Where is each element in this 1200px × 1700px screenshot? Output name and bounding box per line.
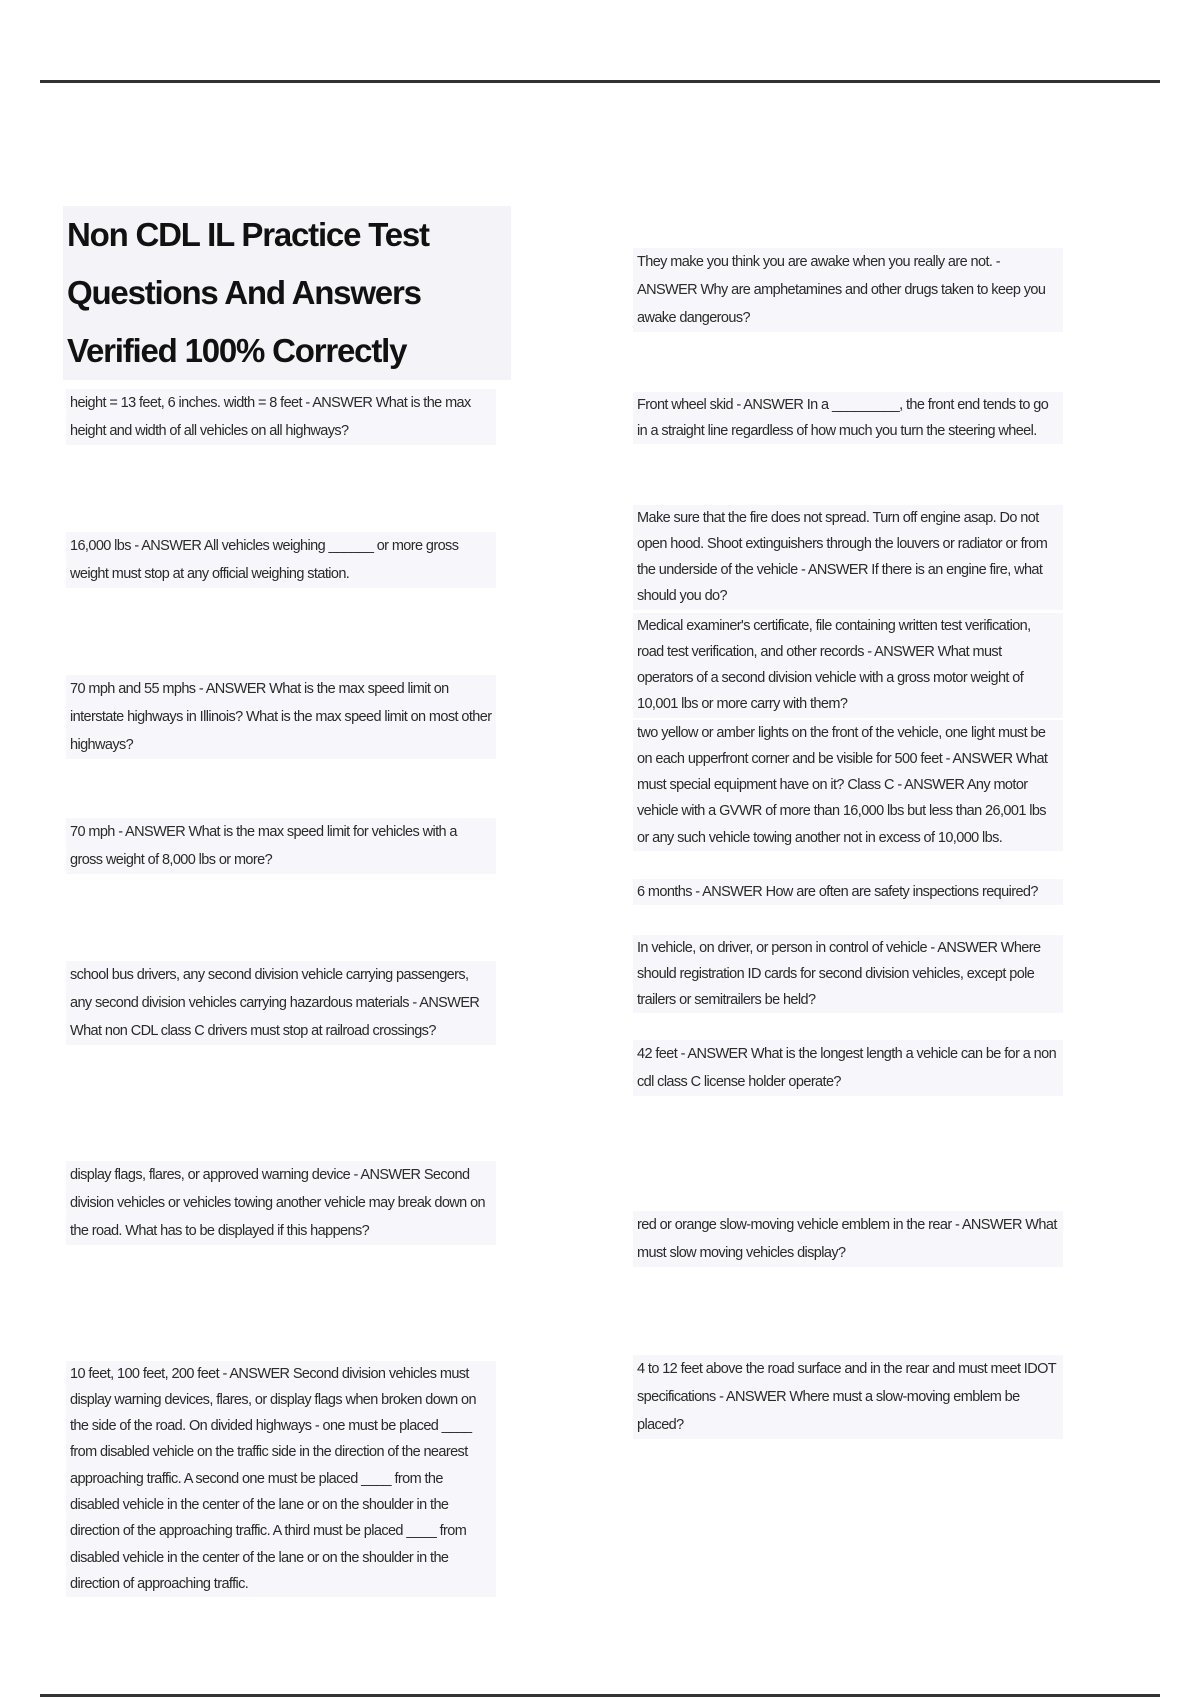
qa-item: 16,000 lbs - ANSWER All vehicles weighing ______ or more gross weight must stop at any official weighing station. [66, 532, 496, 589]
qa-item: Make sure that the fire does not spread. Turn off engine asap. Do not open hood. Shoot extinguishers through the louvers or radiator or from the underside of the vehicle - ANSWER If there is an engine fire, what should you do? [633, 505, 1063, 610]
qa-item: 6 months - ANSWER How are often are safety inspections required? [633, 879, 1063, 905]
qa-item: In vehicle, on driver, or person in control of vehicle - ANSWER Where should registration ID cards for second division vehicles, except pole trailers or semitrailers be held? [633, 935, 1063, 1014]
document-title: Non CDL IL Practice Test Questions And Answers Verified 100% Correctly [63, 206, 511, 380]
qa-item: 70 mph - ANSWER What is the max speed limit for vehicles with a gross weight of 8,000 lbs or more? [66, 818, 496, 875]
qa-item: 70 mph and 55 mphs - ANSWER What is the max speed limit on interstate highways in Illinois? What is the max speed limit on most other highways? [66, 675, 496, 760]
qa-item: height = 13 feet, 6 inches. width = 8 feet - ANSWER What is the max height and width of all vehicles on all highways? [66, 389, 496, 446]
qa-item: 4 to 12 feet above the road surface and in the rear and must meet IDOT specifications - ANSWER Where must a slow-moving emblem be placed? [633, 1355, 1063, 1440]
footer-rule [40, 1694, 1160, 1697]
qa-item: 42 feet - ANSWER What is the longest length a vehicle can be for a non cdl class C license holder operate? [633, 1040, 1063, 1097]
qa-item: school bus drivers, any second division vehicle carrying passengers, any second division vehicles carrying hazardous materials - ANSWER What non CDL class C drivers must stop at railroad crossings? [66, 961, 496, 1046]
qa-item: Medical examiner's certificate, file containing written test verification, road test verification, and other records - ANSWER What must operators of a second division vehicle with a gross motor weight of 10,001 lbs or more carry with them? [633, 613, 1063, 718]
qa-item: Front wheel skid - ANSWER In a _________, the front end tends to go in a straight line regardless of how much you turn the steering wheel. [633, 392, 1063, 445]
qa-item: They make you think you are awake when you really are not. - ANSWER Why are amphetamines and other drugs taken to keep you awake dangerous? [633, 248, 1063, 333]
qa-item: display flags, flares, or approved warning device - ANSWER Second division vehicles or vehicles towing another vehicle may break down on the road. What has to be displayed if this happens? [66, 1161, 496, 1246]
qa-item: red or orange slow-moving vehicle emblem in the rear - ANSWER What must slow moving vehicles display? [633, 1211, 1063, 1268]
header-rule [40, 80, 1160, 83]
qa-item: 10 feet, 100 feet, 200 feet - ANSWER Second division vehicles must display warning devices, flares, or display flags when broken down on the side of the road. On divided highways - one must be placed ____ from disabled vehicle on the traffic side in the direction of the nearest approaching traffic. A second one must be placed ____ from the disabled vehicle in the center of the lane or on the shoulder in the direction of the approaching traffic. A third must be placed ____ from disabled vehicle in the center of the lane or on the shoulder in the direction of approaching traffic. [66, 1361, 496, 1598]
qa-item: two yellow or amber lights on the front of the vehicle, one light must be on each upperfront corner and be visible for 500 feet - ANSWER What must special equipment have on it? Class C - ANSWER Any motor vehicle with a GVWR of more than 16,000 lbs but less than 26,001 lbs or any such vehicle towing another not in excess of 10,000 lbs. [633, 720, 1063, 851]
